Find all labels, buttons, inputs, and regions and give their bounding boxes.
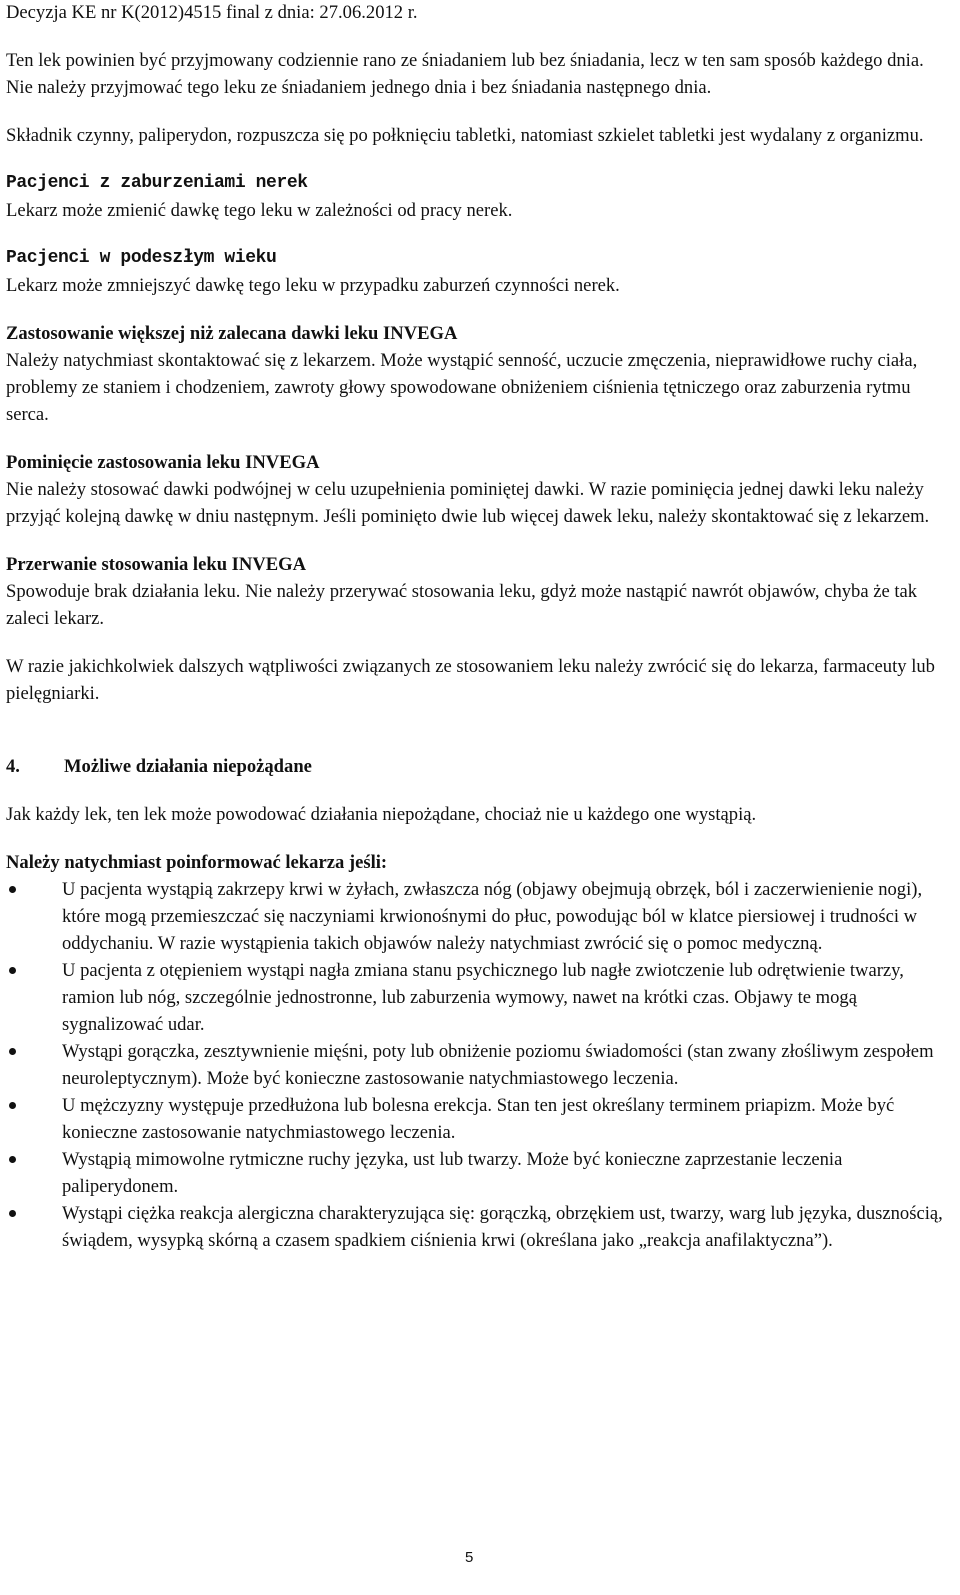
section-overdose	[6, 320, 946, 428]
stopping-text: Spowoduje brak działania leku. Nie należy przerywać stosowania leku, gdyż może nastąpić nawrót objawów, chyba że tak zaleci lekarz.	[6, 581, 918, 629]
paragraph-intake: Ten lek powinien być przyjmowany codziennie rano ze śniadaniem lub bez śniadania, lecz w ten sam sposób każdego dnia. Nie należy przyjmować tego leku ze śniadaniem jednego dnia i bez śniadania następnego dnia.	[6, 50, 924, 98]
paragraph-active-substance: Składnik czynny, paliperydon, rozpuszcza się po połknięciu tabletki, natomiast szkielet tabletki jest wydalany z organizmu.	[6, 125, 924, 146]
elderly-heading: Pacjenci w podeszłym wieku	[6, 248, 277, 268]
section-4-intro: Jak każdy lek, ten lek może powodować działania niepożądane, chociaż nie u każdego one wystąpią.	[6, 804, 757, 825]
section-4-heading	[6, 753, 946, 780]
document-header: Decyzja KE nr K(2012)4515 final z dnia: 27.06.2012 r.	[6, 2, 418, 23]
section-stopping	[6, 551, 946, 632]
section-elderly	[6, 245, 946, 299]
missed-heading: Pominięcie zastosowania leku INVEGA	[6, 452, 320, 473]
page-number: 5	[465, 1549, 474, 1566]
kidney-text: Lekarz może zmienić dawkę tego leku w zależności od pracy nerek.	[6, 200, 513, 221]
list-item: U mężczyzny występuje przedłużona lub bolesna erekcja. Stan ten jest określany terminem priapizm. Może być konieczne zastosowanie natychmiastowego leczenia.	[6, 1092, 946, 1146]
overdose-text: Należy natychmiast skontaktować się z lekarzem. Może wystąpić senność, uczucie zmęczenia, nieprawidłowe ruchy ciała, problemy ze staniem i chodzeniem, zawroty głowy spowodowane obniżeniem ciśnienia tętniczego oraz zaburzenia rytmu serca.	[6, 350, 918, 425]
stopping-heading: Przerwanie stosowania leku INVEGA	[6, 554, 307, 575]
list-item: U pacjenta z otępieniem wystąpi nagła zmiana stanu psychicznego lub nagłe zwiotczenie lub odrętwienie twarzy, ramion lub nóg, szczególnie jednostronne, lub zaburzenia wymowy, nawet na krótki czas. Objawy te mogą sygnalizować udar.	[6, 957, 946, 1038]
alert-heading: Należy natychmiast poinformować lekarza jeśli:	[6, 852, 388, 873]
overdose-heading: Zastosowanie większej niż zalecana dawki leku INVEGA	[6, 323, 458, 344]
alert-bullet-list	[6, 876, 946, 1254]
kidney-heading: Pacjenci z zaburzeniami nerek	[6, 173, 308, 193]
list-item: Wystąpią mimowolne rytmiczne ruchy języka, ust lub twarzy. Może być konieczne zaprzestanie leczenia paliperydonem.	[6, 1146, 946, 1200]
elderly-text: Lekarz może zmniejszyć dawkę tego leku w przypadku zaburzeń czynności nerek.	[6, 275, 620, 296]
list-item: U pacjenta wystąpią zakrzepy krwi w żyłach, zwłaszcza nóg (objawy obejmują obrzęk, ból i zaczerwienienie nogi), które mogą przemieszczać się naczyniami krwionośnymi do płuc, powodując ból w klatce piersiowej i trudności w oddychaniu. W razie wystąpienia takich objawów należy natychmiast zwrócić się o pomoc medyczną.	[6, 876, 946, 957]
section-missed-dose	[6, 449, 946, 530]
missed-text: Nie należy stosować dawki podwójnej w celu uzupełnienia pominiętej dawki. W razie pominięcia jednej dawki leku należy przyjąć kolejną dawkę w dniu następnym. Jeśli pominięto dwie lub więcej dawek leku, należy skontaktować się z lekarzem.	[6, 479, 930, 527]
list-item: Wystąpi gorączka, zesztywnienie mięśni, poty lub obniżenie poziomu świadomości (stan zwany złośliwym zespołem neuroleptycznym). Może być konieczne zastosowanie natychmiastowego leczenia.	[6, 1038, 946, 1092]
list-item: Wystąpi ciężka reakcja alergiczna charakteryzująca się: gorączką, obrzękiem ust, twarzy, warg lub języka, dusznością, świądem, wysypką skórną a czasem spadkiem ciśnienia krwi (określana jako „reakcja anafilaktyczna”).	[6, 1200, 946, 1254]
section-kidney	[6, 170, 946, 224]
section-4-title: Możliwe działania niepożądane	[64, 756, 312, 777]
alert-block	[6, 849, 946, 1254]
section-4-number: 4.	[6, 756, 20, 777]
paragraph-doubts: W razie jakichkolwiek dalszych wątpliwości związanych ze stosowaniem leku należy zwrócić się do lekarza, farmaceuty lub pielęgniarki.	[6, 656, 935, 704]
document-page	[6, 0, 946, 1254]
